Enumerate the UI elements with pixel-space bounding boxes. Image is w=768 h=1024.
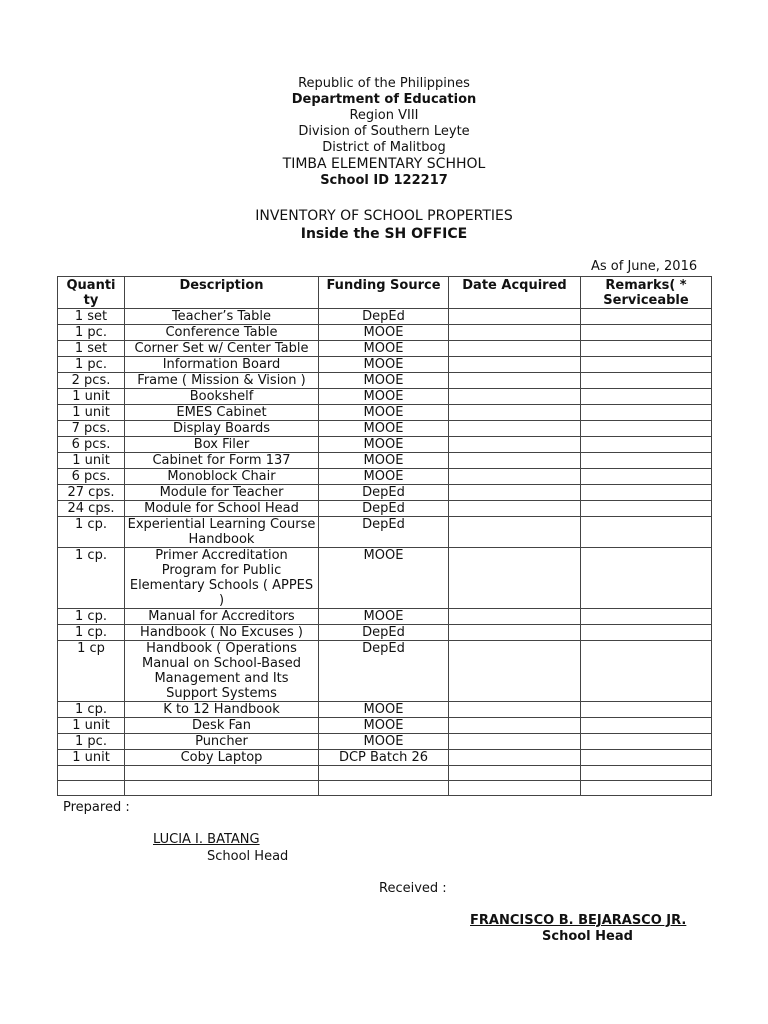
- cell-description: Monoblock Chair: [125, 469, 319, 485]
- cell-remarks: [581, 437, 712, 453]
- cell-description: Cabinet for Form 137: [125, 453, 319, 469]
- cell-remarks: [581, 641, 712, 702]
- table-row: [58, 734, 712, 750]
- header-line-department: Department of Education: [291, 92, 477, 107]
- document-subtitle: Inside the SH OFFICE: [300, 226, 468, 242]
- cell-date-acquired: [449, 702, 581, 718]
- table-row: [58, 373, 712, 389]
- cell-remarks: [581, 389, 712, 405]
- table-row: [58, 437, 712, 453]
- cell-funding-source: MOOE: [319, 469, 449, 485]
- cell-date-acquired: [449, 453, 581, 469]
- cell-date-acquired: [449, 517, 581, 548]
- cell-funding-source: MOOE: [319, 421, 449, 437]
- cell-quantity: 1 pc.: [58, 325, 125, 341]
- cell-date-acquired: [449, 405, 581, 421]
- cell-quantity: 1 cp.: [58, 548, 125, 609]
- cell-description: [125, 781, 319, 796]
- cell-date-acquired: [449, 641, 581, 702]
- cell-description: Primer Accreditation Program for Public Elementary Schools ( APPES ): [125, 548, 319, 609]
- cell-quantity: [58, 781, 125, 796]
- cell-description: Information Board: [125, 357, 319, 373]
- cell-funding-source: [319, 766, 449, 781]
- cell-funding-source: DepEd: [319, 625, 449, 641]
- cell-description: Teacher’s Table: [125, 309, 319, 325]
- cell-funding-source: MOOE: [319, 373, 449, 389]
- cell-remarks: [581, 750, 712, 766]
- table-header-row: [58, 277, 712, 309]
- cell-date-acquired: [449, 766, 581, 781]
- cell-funding-source: MOOE: [319, 548, 449, 609]
- table-row: [58, 517, 712, 548]
- table-row: [58, 641, 712, 702]
- cell-date-acquired: [449, 781, 581, 796]
- cell-description: EMES Cabinet: [125, 405, 319, 421]
- prepared-label: Prepared :: [63, 800, 130, 815]
- cell-description: Box Filer: [125, 437, 319, 453]
- cell-description: K to 12 Handbook: [125, 702, 319, 718]
- cell-remarks: [581, 609, 712, 625]
- cell-remarks: [581, 325, 712, 341]
- table-row: [58, 702, 712, 718]
- cell-description: Corner Set w/ Center Table: [125, 341, 319, 357]
- cell-description: Handbook ( No Excuses ): [125, 625, 319, 641]
- header-description: Description: [125, 277, 319, 309]
- cell-remarks: [581, 453, 712, 469]
- cell-date-acquired: [449, 501, 581, 517]
- cell-funding-source: DepEd: [319, 501, 449, 517]
- cell-description: Handbook ( Operations Manual on School-Based Management and Its Support Systems: [125, 641, 319, 702]
- cell-remarks: [581, 625, 712, 641]
- cell-funding-source: MOOE: [319, 357, 449, 373]
- cell-funding-source: MOOE: [319, 437, 449, 453]
- cell-remarks: [581, 357, 712, 373]
- cell-quantity: 1 set: [58, 341, 125, 357]
- inventory-table-body: [58, 309, 712, 796]
- cell-description: Display Boards: [125, 421, 319, 437]
- cell-quantity: 1 unit: [58, 453, 125, 469]
- table-row: [58, 485, 712, 501]
- header-line-republic: Republic of the Philippines: [298, 76, 470, 91]
- cell-funding-source: [319, 781, 449, 796]
- cell-remarks: [581, 421, 712, 437]
- cell-description: Module for School Head: [125, 501, 319, 517]
- cell-date-acquired: [449, 341, 581, 357]
- table-row: [58, 405, 712, 421]
- cell-quantity: 2 pcs.: [58, 373, 125, 389]
- table-row: [58, 718, 712, 734]
- table-row: [58, 389, 712, 405]
- cell-date-acquired: [449, 389, 581, 405]
- cell-date-acquired: [449, 469, 581, 485]
- cell-remarks: [581, 373, 712, 389]
- document-titles: [0, 207, 768, 243]
- cell-date-acquired: [449, 609, 581, 625]
- cell-date-acquired: [449, 309, 581, 325]
- table-row: [58, 625, 712, 641]
- cell-remarks: [581, 734, 712, 750]
- cell-remarks: [581, 548, 712, 609]
- table-row: [58, 357, 712, 373]
- cell-remarks: [581, 766, 712, 781]
- cell-funding-source: DepEd: [319, 641, 449, 702]
- header-remarks: Remarks( * Serviceable: [581, 277, 712, 309]
- table-row: [58, 341, 712, 357]
- cell-quantity: 6 pcs.: [58, 469, 125, 485]
- cell-quantity: [58, 766, 125, 781]
- document-title: INVENTORY OF SCHOOL PROPERTIES: [255, 208, 513, 224]
- cell-funding-source: MOOE: [319, 389, 449, 405]
- cell-quantity: 27 cps.: [58, 485, 125, 501]
- cell-quantity: 6 pcs.: [58, 437, 125, 453]
- school-name: TIMBA ELEMENTARY SCHHOL: [282, 156, 486, 172]
- cell-quantity: 1 unit: [58, 389, 125, 405]
- cell-funding-source: MOOE: [319, 341, 449, 357]
- cell-funding-source: DepEd: [319, 485, 449, 501]
- cell-date-acquired: [449, 750, 581, 766]
- table-row: [58, 548, 712, 609]
- cell-quantity: 1 cp.: [58, 702, 125, 718]
- prepared-signature-block: [153, 832, 288, 864]
- cell-remarks: [581, 485, 712, 501]
- cell-quantity: 1 unit: [58, 718, 125, 734]
- cell-quantity: 1 cp.: [58, 625, 125, 641]
- document-header: [0, 76, 768, 189]
- cell-description: Module for Teacher: [125, 485, 319, 501]
- cell-description: Experiential Learning Course Handbook: [125, 517, 319, 548]
- cell-date-acquired: [449, 325, 581, 341]
- cell-description: [125, 766, 319, 781]
- cell-date-acquired: [449, 718, 581, 734]
- cell-quantity: 24 cps.: [58, 501, 125, 517]
- table-row: [58, 453, 712, 469]
- cell-remarks: [581, 702, 712, 718]
- cell-remarks: [581, 309, 712, 325]
- received-signature-block: [470, 913, 686, 944]
- cell-remarks: [581, 718, 712, 734]
- cell-funding-source: DepEd: [319, 309, 449, 325]
- cell-funding-source: MOOE: [319, 734, 449, 750]
- cell-funding-source: DepEd: [319, 517, 449, 548]
- cell-remarks: [581, 469, 712, 485]
- received-label: Received :: [379, 881, 447, 896]
- cell-date-acquired: [449, 548, 581, 609]
- cell-funding-source: MOOE: [319, 325, 449, 341]
- cell-description: Puncher: [125, 734, 319, 750]
- header-line-district: District of Malitbog: [322, 140, 446, 155]
- received-by-position: School Head: [542, 929, 633, 944]
- received-by-name: FRANCISCO B. BEJARASCO JR.: [470, 913, 687, 928]
- cell-quantity: 1 set: [58, 309, 125, 325]
- cell-funding-source: DCP Batch 26: [319, 750, 449, 766]
- cell-description: Manual for Accreditors: [125, 609, 319, 625]
- cell-remarks: [581, 405, 712, 421]
- cell-funding-source: MOOE: [319, 702, 449, 718]
- prepared-by-position: School Head: [207, 849, 289, 864]
- cell-description: Desk Fan: [125, 718, 319, 734]
- header-funding-source: Funding Source: [319, 277, 449, 309]
- table-row: [58, 325, 712, 341]
- cell-quantity: 1 unit: [58, 405, 125, 421]
- cell-date-acquired: [449, 485, 581, 501]
- header-line-division: Division of Southern Leyte: [298, 124, 470, 139]
- table-row: [58, 750, 712, 766]
- cell-date-acquired: [449, 734, 581, 750]
- cell-funding-source: MOOE: [319, 453, 449, 469]
- cell-funding-source: MOOE: [319, 405, 449, 421]
- cell-date-acquired: [449, 357, 581, 373]
- as-of-date: As of June, 2016: [591, 259, 698, 274]
- table-row: [58, 766, 712, 781]
- cell-quantity: 1 pc.: [58, 734, 125, 750]
- cell-description: Coby Laptop: [125, 750, 319, 766]
- cell-quantity: 1 cp.: [58, 517, 125, 548]
- cell-date-acquired: [449, 373, 581, 389]
- table-row: [58, 469, 712, 485]
- cell-quantity: 1 pc.: [58, 357, 125, 373]
- cell-description: Bookshelf: [125, 389, 319, 405]
- cell-funding-source: MOOE: [319, 718, 449, 734]
- cell-quantity: 1 cp: [58, 641, 125, 702]
- cell-date-acquired: [449, 625, 581, 641]
- cell-date-acquired: [449, 421, 581, 437]
- cell-quantity: 1 unit: [58, 750, 125, 766]
- cell-funding-source: MOOE: [319, 609, 449, 625]
- header-quantity: Quanti ty: [58, 277, 125, 309]
- table-row: [58, 781, 712, 796]
- cell-remarks: [581, 501, 712, 517]
- cell-remarks: [581, 341, 712, 357]
- prepared-by-name: LUCIA I. BATANG: [153, 832, 260, 847]
- table-row: [58, 501, 712, 517]
- cell-description: Conference Table: [125, 325, 319, 341]
- cell-quantity: 1 cp.: [58, 609, 125, 625]
- table-row: [58, 421, 712, 437]
- table-row: [58, 609, 712, 625]
- school-id: School ID 122217: [320, 173, 448, 188]
- cell-date-acquired: [449, 437, 581, 453]
- header-date-acquired: Date Acquired: [449, 277, 581, 309]
- cell-remarks: [581, 517, 712, 548]
- cell-description: Frame ( Mission & Vision ): [125, 373, 319, 389]
- inventory-table: [57, 276, 712, 796]
- header-line-region: Region VIII: [349, 108, 419, 123]
- table-row: [58, 309, 712, 325]
- cell-remarks: [581, 781, 712, 796]
- cell-quantity: 7 pcs.: [58, 421, 125, 437]
